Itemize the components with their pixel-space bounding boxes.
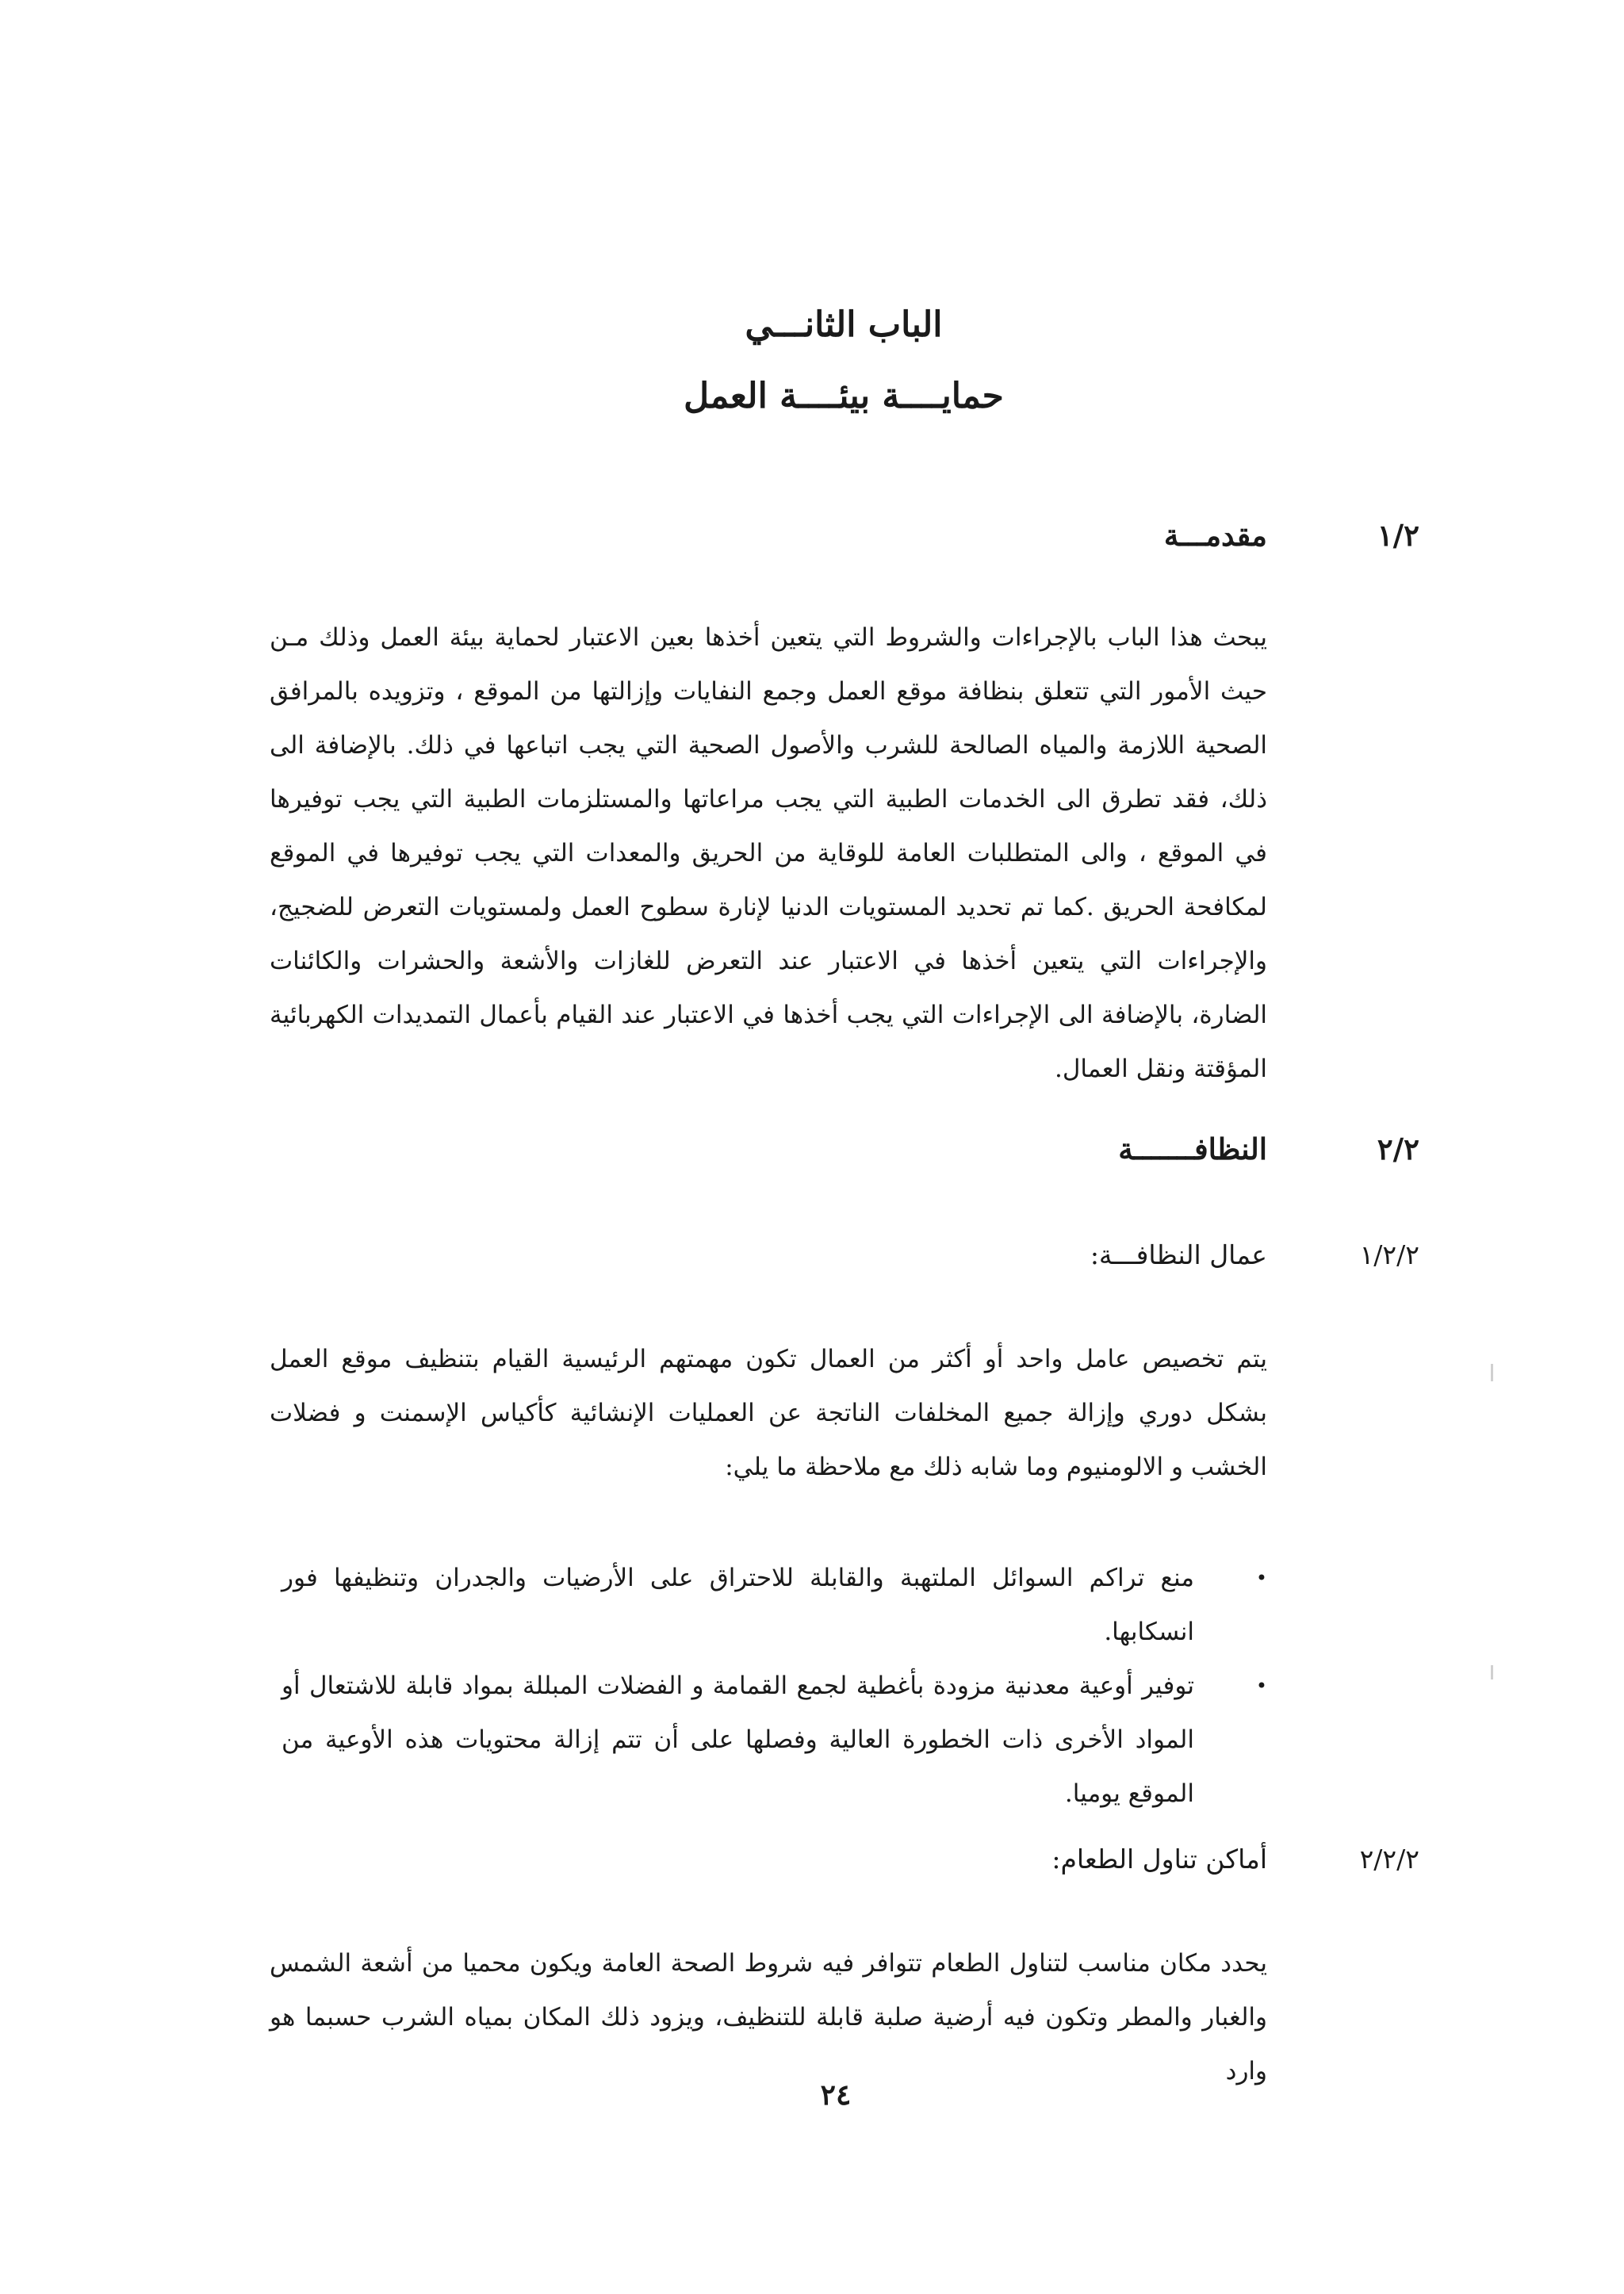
- scan-mark: [1491, 1364, 1493, 1381]
- section-heading-intro: [944, 507, 1419, 563]
- section-number: ١/٢: [1377, 518, 1419, 553]
- bullet-icon: •: [1255, 1567, 1267, 1589]
- workers-bullet-list: [282, 1551, 1267, 1821]
- chapter-label: الباب الثانـــي: [745, 304, 943, 345]
- chapter-title: حمايــــة بيئــــة العمل: [684, 376, 1004, 416]
- subsection-number: ٢/٢/٢: [1359, 1844, 1419, 1875]
- subsection-number: ١/٢/٢: [1359, 1239, 1419, 1270]
- chapter-header: [0, 289, 1624, 432]
- subsection-heading-workers: [944, 1227, 1419, 1283]
- page-number: ٢٤: [820, 2078, 852, 2112]
- list-item-text: توفير أوعية معدنية مزودة بأغطية لجمع القمامة و الفضلات المبللة بمواد قابلة للاشتعال أو المواد الأخرى ذات الخطورة العالية وفصلها على أن تتم إزالة محتويات هذه الأوعية من الموقع يوميا.: [282, 1672, 1194, 1808]
- section-heading-cleanliness: [944, 1121, 1419, 1177]
- intro-paragraph: يبحث هذا الباب بالإجراءات والشروط التي يتعين أخذها بعين الاعتبار لحماية بيئة العمل وذلك مـن حيث الأمور التي تتعلق بنظافة موقع العمل وجمع النفايات وإزالتها من الموقع ، وتزويده بالمرافق الصحية اللازمة والمياه الصالحة للشرب والأصول الصحية التي يجب اتباعها في ذلك. بالإضافة الى ذلك، فقد تطرق الى الخدمات الطبية التي يجب مراعاتها والمستلزمات الطبية التي يجب توفيرها في الموقع ، والى المتطلبات العامة للوقاية من الحريق والمعدات التي يجب توفيرها في الموقع لمكافحة الحريق .كما تم تحديد المستويات الدنيا لإنارة سطوح العمل ولمستويات التعرض للضجيج، والإجراءات التي يتعين أخذها في الاعتبار عند التعرض للغازات والأشعة والحشرات والكائنات الضارة، بالإضافة الى الإجراءات التي يجب أخذها في الاعتبار عند القيام بأعمال التمديدات الكهربائية المؤقتة ونقل العمال.: [270, 623, 1267, 1083]
- section-number: ٢/٢: [1377, 1132, 1419, 1166]
- section-title: النظافـــــــة: [1118, 1132, 1267, 1166]
- subsection-title: أماكن تناول الطعام:: [1051, 1844, 1267, 1875]
- subsection-heading-eating: [944, 1832, 1419, 1887]
- list-item: [282, 1551, 1267, 1659]
- section-title: مقدمـــة: [1163, 518, 1267, 553]
- workers-paragraph: يتم تخصيص عامل واحد أو أكثر من العمال تكون مهمتهم الرئيسية القيام بتنظيف موقع العمل بشكل دوري وإزالة جميع المخلفات الناتجة عن العمليات الإنشائية كأكياس الإسمنت و فضلات الخشب و الالومنيوم وما شابه ذلك مع ملاحظة ما يلي:: [270, 1345, 1267, 1481]
- subsection-title: عمال النظافـــة:: [1090, 1239, 1267, 1270]
- eating-paragraph: يحدد مكان مناسب لتناول الطعام تتوافر فيه شروط الصحة العامة ويكون محميا من أشعة الشمس والغبار والمطر وتكون فيه أرضية صلبة قابلة للتنظيف، ويزود ذلك المكان بمياه الشرب حسبما هو وارد: [270, 1949, 1267, 2085]
- list-item: [282, 1659, 1267, 1821]
- list-item-text: منع تراكم السوائل الملتهبة والقابلة للاحتراق على الأرضيات والجدران وتنظيفها فور انسكابها.: [282, 1564, 1194, 1646]
- scan-mark: [1491, 1665, 1493, 1679]
- bullet-icon: •: [1255, 1675, 1267, 1697]
